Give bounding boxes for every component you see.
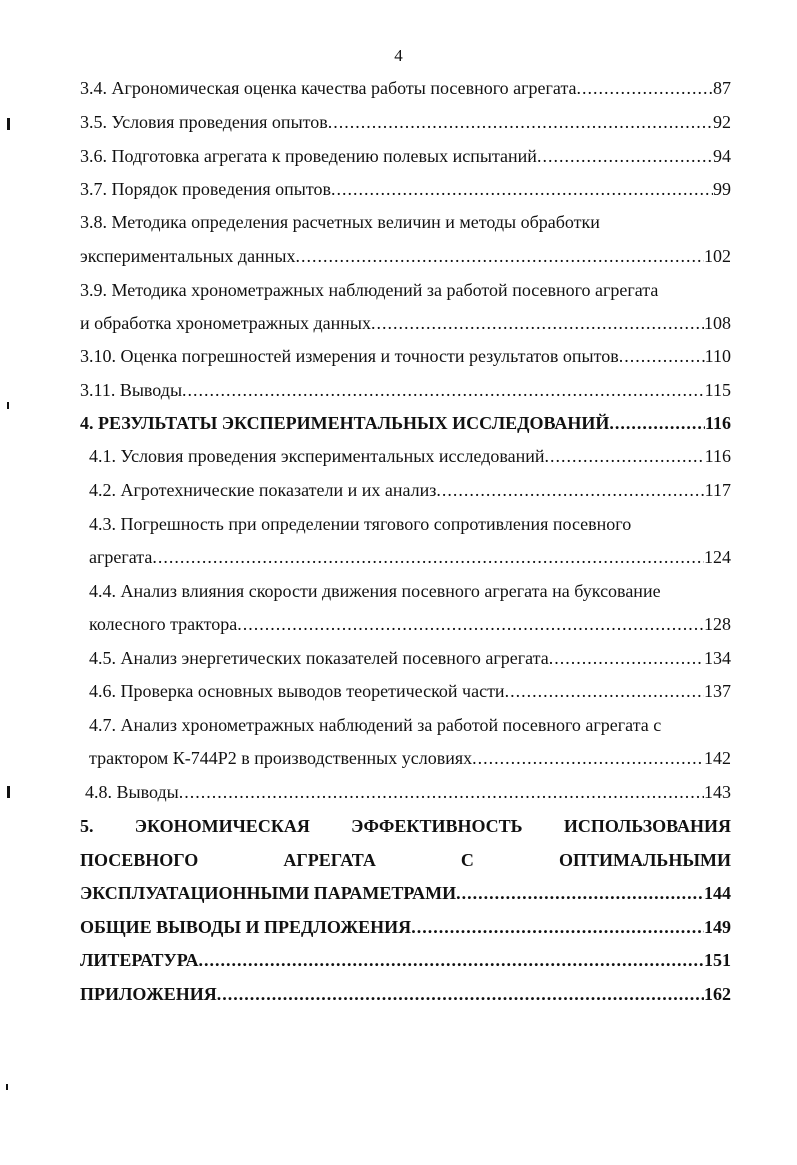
binding-mark — [7, 118, 10, 130]
dot-leader — [217, 982, 704, 1006]
toc-entry-page: 162 — [704, 984, 731, 1004]
toc-entry-3-9-line2 — [80, 311, 731, 335]
dot-leader — [537, 144, 713, 168]
toc-word: ЭКОНОМИЧЕСКАЯ — [134, 816, 310, 836]
toc-entry-4-7-line1: 4.7. Анализ хронометражных наблюдений за работой посевного агрегата с — [89, 715, 662, 735]
toc-entry-page: 116 — [704, 413, 731, 433]
dot-leader — [411, 915, 704, 939]
dot-leader — [152, 545, 704, 569]
dot-leader — [545, 444, 705, 468]
toc-entry-title: 3.7. Порядок проведения опытов — [80, 179, 332, 199]
toc-entry-page: 115 — [704, 380, 731, 400]
dot-leader — [182, 378, 705, 402]
dot-leader — [328, 110, 713, 134]
toc-entry-page: 149 — [704, 917, 731, 937]
toc-entry-page: 110 — [704, 346, 731, 366]
toc-entry-3-8-line2 — [80, 244, 731, 268]
toc-entry-4-2 — [89, 478, 731, 502]
dot-leader — [331, 177, 713, 201]
toc-entry-appendices — [80, 982, 731, 1006]
toc-word: АГРЕГАТА — [283, 850, 376, 870]
toc-entry-title: ЭКСПЛУАТАЦИОННЫМИ ПАРАМЕТРАМИ — [80, 883, 457, 903]
dot-leader — [549, 646, 704, 670]
toc-entry-chapter-5-line3 — [80, 881, 731, 905]
toc-entry-4-8 — [85, 780, 731, 804]
toc-entry-page: 124 — [704, 547, 731, 567]
toc-entry-page: 151 — [704, 950, 731, 970]
binding-mark — [7, 402, 9, 409]
toc-entry-title: трактором К-744Р2 в производственных условиях — [89, 748, 473, 768]
toc-entry-4-4-line2 — [89, 612, 731, 636]
toc-entry-4-1 — [89, 444, 731, 468]
toc-entry-chapter-4 — [80, 411, 731, 435]
toc-word: 5. — [80, 816, 94, 836]
toc-entry-title: 3.5. Условия проведения опытов — [80, 112, 328, 132]
toc-entry-page: 99 — [713, 179, 731, 199]
toc-entry-title: 3.10. Оценка погрешностей измерения и точности результатов опытов — [80, 346, 619, 366]
dot-leader — [237, 612, 704, 636]
toc-entry-page: 134 — [704, 648, 731, 668]
toc-entry-title: агрегата — [89, 547, 153, 567]
toc-entry-3-11 — [80, 378, 731, 402]
toc-entry-4-6 — [89, 679, 731, 703]
toc-entry-title: 4.8. Выводы — [85, 782, 179, 802]
toc-entry-3-6 — [80, 144, 731, 168]
toc-entry-title: и обработка хронометражных данных — [80, 313, 371, 333]
toc-entry-page: 108 — [704, 313, 731, 333]
dot-leader — [198, 948, 704, 972]
toc-entry-title: 3.4. Агрономическая оценка качества работы посевного агрегата — [80, 78, 577, 98]
toc-entry-title: 4. РЕЗУЛЬТАТЫ ЭКСПЕРИМЕНТАЛЬНЫХ ИССЛЕДОВАНИЙ — [80, 413, 610, 433]
toc-entry-3-9-line1: 3.9. Методика хронометражных наблюдений за работой посевного агрегата — [80, 280, 659, 300]
dot-leader — [609, 411, 705, 435]
toc-entry-3-8-line1: 3.8. Методика определения расчетных величин и методы обработки — [80, 212, 600, 232]
toc-entry-page: 94 — [713, 146, 731, 166]
toc-entry-page: 117 — [704, 480, 731, 500]
toc-entry-title: 4.2. Агротехнические показатели и их анализ — [89, 480, 437, 500]
toc-entry-page: 137 — [704, 681, 731, 701]
page-number: 4 — [394, 46, 403, 65]
toc-entry-page: 102 — [704, 246, 731, 266]
toc-entry-title: 4.1. Условия проведения экспериментальных исследований — [89, 446, 545, 466]
toc-entry-page: 144 — [704, 883, 731, 903]
toc-entry-4-3-line2 — [89, 545, 731, 569]
toc-entry-4-7-line2 — [89, 746, 731, 770]
dot-leader — [295, 244, 704, 268]
dot-leader — [179, 780, 704, 804]
toc-entry-4-5 — [89, 646, 731, 670]
toc-entry-title: ОБЩИЕ ВЫВОДЫ И ПРЕДЛОЖЕНИЯ — [80, 917, 412, 937]
binding-mark — [7, 786, 10, 798]
toc-entry-3-7 — [80, 177, 731, 201]
toc-entry-page: 92 — [713, 112, 731, 132]
dot-leader — [472, 746, 704, 770]
toc-word: ЭФФЕКТИВНОСТЬ — [351, 816, 523, 836]
toc-word: С — [460, 850, 474, 870]
toc-entry-page: 128 — [704, 614, 731, 634]
toc-entry-title: колесного трактора — [89, 614, 238, 634]
toc-entry-4-3-line1: 4.3. Погрешность при определении тягового сопротивления посевного — [89, 514, 632, 534]
toc-word: ПОСЕВНОГО — [80, 850, 199, 870]
toc-entry-page: 116 — [704, 446, 731, 466]
dot-leader — [436, 478, 704, 502]
toc-entry-4-4-line1: 4.4. Анализ влияния скорости движения посевного агрегата на буксование — [89, 581, 661, 601]
toc-entry-3-4 — [80, 76, 731, 100]
toc-entry-title: 4.6. Проверка основных выводов теоретической части — [89, 681, 505, 701]
toc-entry-title: 4.5. Анализ энергетических показателей посевного агрегата — [89, 648, 549, 668]
toc-entry-page: 87 — [713, 78, 731, 98]
toc-entry-title: 3.11. Выводы — [80, 380, 183, 400]
toc-entry-title: ПРИЛОЖЕНИЯ — [80, 984, 217, 1004]
toc-entry-page: 143 — [704, 782, 731, 802]
toc-entry-title: 3.6. Подготовка агрегата к проведению полевых испытаний — [80, 146, 537, 166]
dot-leader — [577, 76, 713, 100]
dot-leader — [619, 344, 705, 368]
dot-leader — [505, 679, 704, 703]
toc-entry-3-10 — [80, 344, 731, 368]
toc-word: ИСПОЛЬЗОВАНИЯ — [563, 816, 731, 836]
dot-leader — [371, 311, 704, 335]
toc-entry-literature — [80, 948, 731, 972]
toc-entry-chapter-5-line2 — [80, 848, 731, 872]
dot-leader — [456, 881, 704, 905]
toc-word: ОПТИМАЛЬНЫМИ — [559, 850, 731, 870]
toc-entry-title: экспериментальных данных — [80, 246, 296, 266]
toc-entry-conclusions — [80, 915, 731, 939]
toc-entry-chapter-5-line1 — [80, 814, 731, 838]
binding-mark — [6, 1084, 8, 1090]
toc-entry-title: ЛИТЕРАТУРА — [80, 950, 199, 970]
toc-entry-page: 142 — [704, 748, 731, 768]
toc-entry-3-5 — [80, 110, 731, 134]
